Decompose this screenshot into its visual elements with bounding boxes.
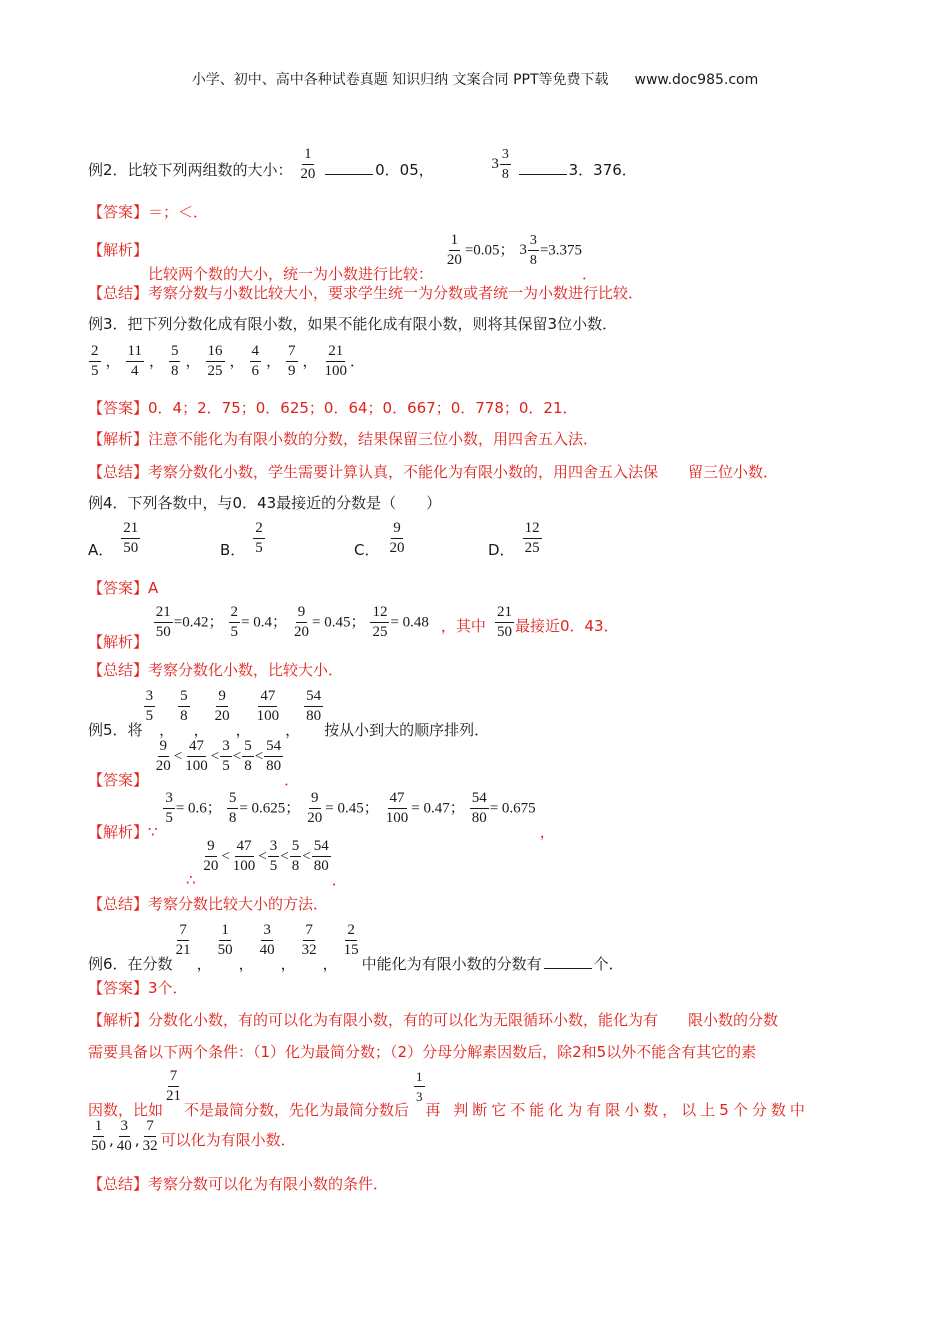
- option-letter: A．: [88, 541, 114, 559]
- calc-result: = 0.6；: [175, 800, 222, 817]
- calc-fraction: $\frac{9}{20}$: [307, 790, 323, 826]
- ex4-option-b[interactable]: [220, 520, 266, 557]
- comma: ，: [196, 955, 212, 973]
- ex3-summary: [88, 462, 778, 482]
- option-fraction: $\frac{9}{20}$: [389, 520, 405, 556]
- comma: ，: [235, 721, 251, 739]
- ex2-question-text: 比较下列两组数的大小：: [127, 161, 293, 179]
- ex3-fraction: $\frac{11}{4}$: [127, 343, 142, 379]
- answer-text: 3个．: [148, 979, 188, 997]
- answer-text: 0．4；2．75；0．625；0．64；0．667；0．778；0．21．: [148, 399, 578, 417]
- analysis-text: 分数化小数，有的可以化为有限小数，有的可以化为无限循环小数，能化为有: [148, 1011, 659, 1029]
- answer-text: A: [148, 579, 159, 597]
- ex2-analysis: [88, 232, 598, 283]
- ex5-summary: [88, 894, 328, 914]
- calc-fraction: $\frac{5}{8}$: [228, 790, 237, 826]
- ex5-therefore: [186, 838, 347, 889]
- ex4-option-a[interactable]: [88, 520, 141, 557]
- ex5-analysis: [88, 790, 555, 841]
- ex4-option-d[interactable]: [488, 520, 543, 557]
- ex3-question-text: 把下列分数化成有限小数，如果不能化成有限小数，则将其保留3位小数．: [127, 315, 618, 333]
- ex6-finite-fractions: [88, 1118, 161, 1154]
- comma: ，: [105, 352, 121, 370]
- order-fraction: $\frac{5}{8}$: [291, 838, 300, 874]
- ex4-nearest-fraction: $\frac{21}{50}$: [496, 604, 512, 640]
- comma: ，: [322, 955, 338, 973]
- ex2-summary: [88, 283, 643, 303]
- analysis-text: 不是最简分数，先化为最简分数后: [184, 1101, 410, 1119]
- order-fraction: $\frac{9}{20}$: [155, 738, 171, 774]
- ex2-blank-2: [519, 160, 567, 175]
- comma: ，: [238, 955, 254, 973]
- order-fraction: $\frac{9}{20}$: [203, 838, 219, 874]
- less-than: <: [302, 848, 311, 865]
- ex6-blank: [544, 954, 592, 969]
- comma: ，: [302, 352, 318, 370]
- ex2-answer: [88, 202, 208, 222]
- period: ．: [350, 352, 366, 370]
- analysis-text: 注意不能化为有限小数的分数，结果保留三位小数，用四舍五入法．: [148, 430, 599, 448]
- ex2-blank-1: [325, 160, 373, 175]
- ex6-fraction-1-3: $\frac{1}{3}$: [416, 1069, 423, 1104]
- comma: ，: [539, 823, 555, 841]
- ex3-fraction: $\frac{4}{6}$: [251, 343, 260, 379]
- ex5-fraction: $\frac{54}{80}$: [306, 688, 322, 724]
- ex5-suffix: 按从小到大的顺序排列．: [324, 721, 490, 739]
- period: ．: [284, 771, 300, 789]
- calc-result: = 0.675: [489, 800, 536, 817]
- calc-fraction: $\frac{3}{5}$: [165, 790, 173, 826]
- summary-tag: 【总结】: [88, 463, 149, 481]
- analysis-tag: 【解析】: [88, 633, 149, 651]
- summary-tag: 【总结】: [88, 661, 149, 679]
- answer-tag: 【答案】: [88, 771, 149, 789]
- ex4-analysis-mid: ，其中: [440, 617, 486, 635]
- ex5-question: [88, 688, 490, 739]
- ex6-fraction: $\frac{7}{32}$: [301, 922, 317, 958]
- calc-fraction: $\frac{54}{80}$: [471, 790, 487, 826]
- order-fraction: $\frac{54}{80}$: [313, 838, 329, 874]
- ex4-analysis-tail: 最接近0．43．: [514, 617, 619, 635]
- ex3-question: [88, 314, 617, 334]
- ex6-answer: [88, 978, 188, 998]
- less-than: <: [210, 748, 220, 765]
- ex3-analysis: [88, 429, 598, 449]
- ex6-fraction: $\frac{1}{50}$: [217, 922, 233, 958]
- ex6-fraction: $\frac{7}{21}$: [175, 922, 191, 958]
- period: ．: [582, 265, 598, 283]
- comma: ,: [109, 1131, 114, 1149]
- ex6-mid: 中能化为有限小数的分数有: [361, 955, 542, 973]
- ex3-label: 例3．: [88, 315, 128, 333]
- ex6-fraction: $\frac{3}{40}$: [259, 922, 275, 958]
- order-fraction: $\frac{3}{5}$: [269, 838, 278, 874]
- ex5-prefix: 将: [127, 721, 143, 739]
- ex2-value-2: 3．376．: [568, 161, 637, 179]
- option-fraction: $\frac{2}{5}$: [255, 520, 263, 556]
- header-url: www.doc985.com: [634, 72, 759, 88]
- ex3-fraction: $\frac{16}{25}$: [207, 343, 223, 379]
- therefore-symbol: ∴: [186, 871, 196, 889]
- calc-result: = 0.48: [390, 614, 429, 631]
- ex6-suffix: 个．: [593, 955, 624, 973]
- option-letter: D．: [488, 541, 515, 559]
- page-header: [0, 69, 950, 89]
- ex2-mixed-number: 3 $\frac{3}{8}$: [491, 147, 509, 182]
- ex4-label: 例4．: [88, 494, 128, 512]
- summary-text: 考察分数可以化为有限小数的条件．: [148, 1175, 389, 1193]
- calc-fraction: $\frac{21}{50}$: [155, 604, 171, 640]
- answer-tag: 【答案】: [88, 979, 149, 997]
- summary-text-tail: 留三位小数．: [688, 463, 779, 481]
- answer-text: ＝；＜．: [148, 203, 209, 221]
- ex6-fraction-7-21: $\frac{7}{21}$: [166, 1068, 182, 1104]
- order-fraction: $\frac{3}{5}$: [222, 738, 230, 774]
- order-fraction: $\frac{47}{100}$: [232, 838, 256, 874]
- ex5-therefore-order: [200, 838, 331, 874]
- option-letter: C．: [354, 541, 380, 559]
- calc-result: = 0.45；: [311, 614, 366, 631]
- calc-fraction: $\frac{12}{25}$: [372, 604, 388, 640]
- ex6-summary: [88, 1174, 388, 1194]
- ex3-fraction: $\frac{7}{9}$: [288, 343, 296, 379]
- ex4-answer: [88, 578, 158, 598]
- summary-tag: 【总结】: [88, 895, 149, 913]
- calc-result: = 0.47；: [411, 800, 465, 817]
- option-fraction: $\frac{12}{25}$: [524, 520, 540, 556]
- ex3-fractions: [88, 343, 365, 380]
- finite-fraction: $\frac{7}{32}$: [142, 1118, 158, 1154]
- ex6-prefix: 在分数: [127, 955, 173, 973]
- analysis-text: 可以化为有限小数．: [160, 1131, 296, 1149]
- ex4-summary: [88, 660, 343, 680]
- period: ．: [331, 871, 347, 889]
- ex5-answer-order: [153, 738, 284, 774]
- comma: ，: [185, 352, 201, 370]
- answer-tag: 【答案】: [88, 579, 149, 597]
- less-than: <: [232, 748, 242, 765]
- summary-tag: 【总结】: [88, 284, 149, 302]
- comma: ，: [285, 721, 301, 739]
- ex4-question: [88, 493, 441, 513]
- ex6-fraction: $\frac{2}{15}$: [343, 922, 359, 958]
- comma: ，: [159, 721, 175, 739]
- ex6-analysis-line-4: [88, 1118, 296, 1155]
- order-fraction: $\frac{5}{8}$: [244, 738, 252, 774]
- summary-text: 考察分数与小数比较大小，要求学生统一为分数或者统一为小数进行比较．: [148, 284, 644, 302]
- analysis-tag: 【解析】: [88, 430, 149, 448]
- ex2-value-1: 0．05，: [375, 161, 434, 179]
- ex4-analysis-math: [153, 604, 433, 640]
- comma: ，: [266, 352, 282, 370]
- ex5-label: 例5．: [88, 721, 128, 739]
- finite-fraction: $\frac{1}{50}$: [91, 1118, 106, 1154]
- ex5-answer: [88, 738, 300, 789]
- ex3-fraction: $\frac{2}{5}$: [91, 343, 99, 379]
- ex6-question: [88, 922, 624, 973]
- ex5-fraction: $\frac{9}{20}$: [214, 688, 230, 724]
- ex5-fraction: $\frac{47}{100}$: [256, 688, 280, 724]
- summary-tag: 【总结】: [88, 1175, 149, 1193]
- summary-text: 考察分数比较大小的方法．: [148, 895, 329, 913]
- calc-result: = 0.625；: [239, 800, 301, 817]
- order-fraction: $\frac{54}{80}$: [266, 738, 282, 774]
- ex6-analysis-line-2: [88, 1042, 756, 1062]
- calc-fraction: $\frac{47}{100}$: [385, 790, 409, 826]
- ex6-analysis-line-3: [88, 1068, 809, 1119]
- option-fraction: $\frac{21}{50}$: [123, 520, 139, 556]
- ex3-answer: [88, 398, 578, 418]
- header-text: 小学、初中、高中各种试卷真题 知识归纳 文案合同 PPT等免费下载: [191, 72, 609, 88]
- answer-tag: 【答案】: [88, 203, 149, 221]
- less-than: <: [258, 848, 267, 865]
- comma: ，: [280, 955, 296, 973]
- ex4-question-text: 下列各数中，与0．43最接近的分数是（ ）: [127, 494, 442, 512]
- ex5-fraction: $\frac{5}{8}$: [180, 688, 188, 724]
- ex5-fraction: $\frac{3}{5}$: [145, 688, 154, 724]
- because-symbol: ∵: [148, 823, 158, 841]
- answer-tag: 【答案】: [88, 399, 149, 417]
- ex6-analysis-line-1: [88, 1010, 778, 1030]
- comma: ，: [148, 352, 164, 370]
- ex6-label: 例6．: [88, 955, 128, 973]
- less-than: <: [280, 848, 289, 865]
- calc-result: = 0.45；: [325, 800, 379, 817]
- analysis-text: 因数，比如: [88, 1101, 164, 1119]
- comma: ，: [229, 352, 245, 370]
- calc-fraction: $\frac{2}{5}$: [230, 604, 239, 640]
- summary-text: 考察分数化小数，学生需要计算认真，不能化为有限小数的，用四舍五入法保: [148, 463, 659, 481]
- order-fraction: $\frac{47}{100}$: [185, 738, 208, 774]
- analysis-text-tail: 限小数的分数: [688, 1011, 779, 1029]
- ex2-label: 例2．: [88, 161, 128, 179]
- less-than: <: [254, 748, 264, 765]
- calc-fraction: $\frac{9}{20}$: [293, 604, 309, 640]
- analysis-tag: 【解析】: [88, 823, 149, 841]
- ex2-fraction-1: $\frac{1}{20}$: [300, 146, 316, 182]
- ex3-fraction: $\frac{5}{8}$: [170, 343, 179, 379]
- analysis-text: 需要具备以下两个条件：（1）化为最简分数；（2）分母分解素因数后，除2和5以外不能含有其它的素: [88, 1043, 757, 1061]
- ex2-question: [88, 146, 637, 189]
- ex3-fraction: $\frac{21}{100}$: [324, 343, 348, 379]
- analysis-text: 比较两个数的大小，统一为小数进行比较：: [148, 265, 434, 283]
- ex2-analysis-math: $\frac{1}{20}$ =0.05； 3 $\frac{3}{8}$ =3.375: [446, 232, 583, 268]
- analysis-text: 再 判断它不能化为有限小数，以上5个分数中: [425, 1101, 809, 1119]
- less-than: <: [173, 748, 183, 765]
- comma: ,: [134, 1131, 140, 1149]
- calc-result: = 0.4；: [241, 614, 287, 631]
- ex4-analysis: [88, 604, 619, 651]
- calc-result: =0.42；: [173, 614, 224, 631]
- ex5-analysis-math: [162, 790, 539, 826]
- option-letter: B．: [220, 541, 246, 559]
- less-than: <: [221, 848, 230, 865]
- analysis-tag: 【解析】: [88, 1011, 149, 1029]
- comma: ，: [193, 721, 209, 739]
- ex4-option-c[interactable]: [354, 520, 407, 557]
- finite-fraction: $\frac{3}{40}$: [116, 1118, 132, 1154]
- summary-text: 考察分数化小数，比较大小．: [148, 661, 344, 679]
- analysis-tag: 【解析】: [88, 241, 149, 259]
